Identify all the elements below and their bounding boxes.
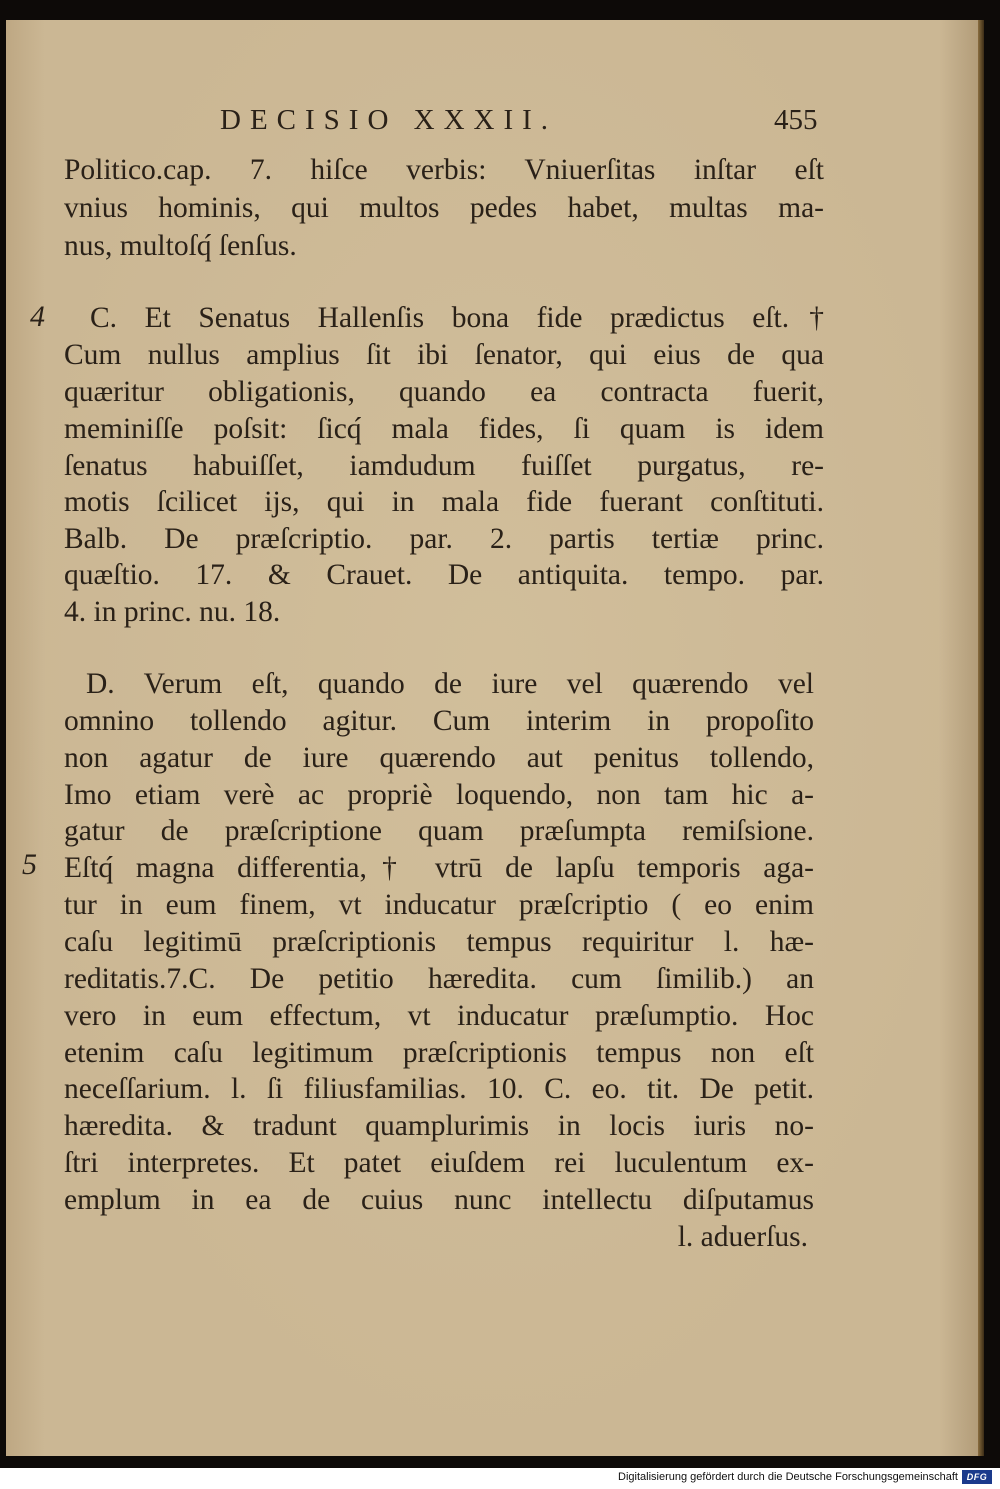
text-line: quæſtio. 17. & Crauet. De antiquita. tempo. par. xyxy=(64,559,824,591)
text-line: neceſſarium. l. ſi filiusfamilias. 10. C. eo. tit. De petit. xyxy=(64,1073,814,1105)
catchword: l. aduerſus. xyxy=(677,1221,808,1253)
funding-credit: Digitalisierung gefördert durch die Deutsche Forschungsgemeinschaft xyxy=(618,1471,958,1483)
page-number: 455 xyxy=(774,104,818,136)
text-line: D. Verum eſt, quando de iure vel quærendo vel xyxy=(86,668,814,700)
text-line: reditatis.7.C. De petitio hæredita. cum ſimilib.) an xyxy=(64,963,814,995)
text-line: tur in eum finem, vt inducatur præſcriptio ( eo enim xyxy=(64,889,814,921)
page-edge xyxy=(978,20,984,1456)
text-line: etenim caſu legitimum præſcriptionis tempus non eſt xyxy=(64,1037,814,1069)
text-line: Politico.cap. 7. hiſce verbis: Vniuerſitas inſtar eſt xyxy=(64,154,824,186)
text-line: vnius hominis, qui multos pedes habet, multas ma- xyxy=(64,192,824,224)
text-line: 4. in princ. nu. 18. xyxy=(64,596,281,628)
text-line: Cum nullus amplius ſit ibi ſenator, qui eius de qua xyxy=(64,339,824,371)
text-line: Imo etiam verè ac propriè loquendo, non tam hic a- xyxy=(64,779,814,811)
text-line: gatur de præſcriptione quam præſumpta remiſsione. xyxy=(64,815,814,847)
text-line: hæredita. & tradunt quamplurimis in locis iuris no- xyxy=(64,1110,814,1142)
text-line: ſtri interpretes. Et patet eiuſdem rei luculentum ex- xyxy=(64,1147,814,1179)
text-line: emplum in ea de cuius nunc intellectu diſputamus xyxy=(64,1184,814,1216)
text-line: Eſtq́ magna differentia,† vtrū de lapſu temporis aga- xyxy=(64,852,814,884)
text-line: non agatur de iure quærendo aut penitus tollendo, xyxy=(64,742,814,774)
dfg-logo: DFG xyxy=(962,1470,992,1484)
text-line: omnino tollendo agitur. Cum interim in propoſito xyxy=(64,705,814,737)
text-line: C. Et Senatus Hallenſis bona fide prædictus eſt.† xyxy=(90,302,824,334)
text-line: vero in eum effectum, vt inducatur præſumptio. Hoc xyxy=(64,1000,814,1032)
text-line: Balb. De præſcriptio. par. 2. partis tertiæ princ. xyxy=(64,523,824,555)
text-line: ſenatus habuiſſet, iamdudum fuiſſet purgatus, re- xyxy=(64,450,824,482)
running-head: DECISIO XXXII. xyxy=(220,104,558,136)
text-line: motis ſcilicet ijs, qui in mala fide fuerant conſtituti. xyxy=(64,486,824,518)
margin-number-4: 4 xyxy=(30,300,45,333)
text-line: quæritur obligationis, quando ea contracta fuerit, xyxy=(64,376,824,408)
text-line: meminiſſe poſsit: ſicq́ mala fides, ſi quam is idem xyxy=(64,413,824,445)
text-line: caſu legitimū præſcriptionis tempus requiritur l. hæ- xyxy=(64,926,814,958)
margin-number-5: 5 xyxy=(22,848,37,881)
text-line: nus, multoſq́ ſenſus. xyxy=(64,230,297,262)
